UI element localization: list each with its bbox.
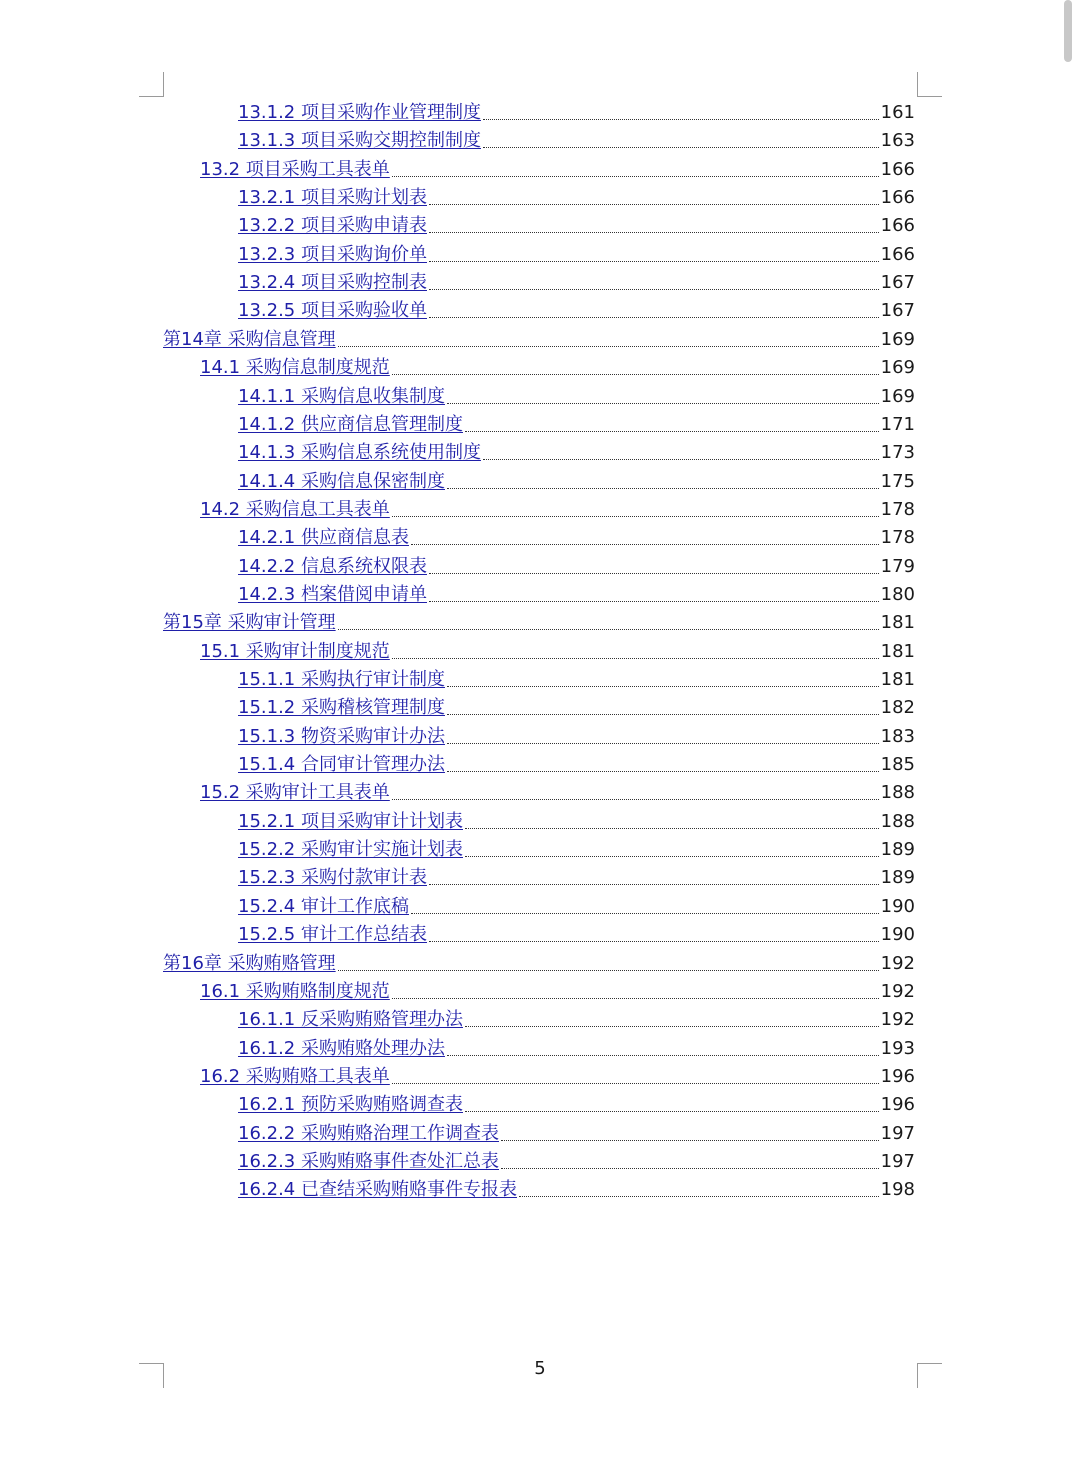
toc-entry-link[interactable]: 16.2.1 预防采购贿赂调查表: [238, 1094, 463, 1116]
toc-entry[interactable]: [238, 465, 915, 493]
dot-leader: [392, 1082, 879, 1084]
toc-page-number: 190: [880, 895, 915, 917]
toc-entry-link[interactable]: 13.1.3 项目采购交期控制制度: [238, 130, 481, 152]
toc-page-number: 192: [880, 1009, 915, 1031]
toc-entry[interactable]: [238, 1088, 915, 1116]
toc-entry-link[interactable]: 16.1 采购贿赂制度规范: [200, 980, 390, 1002]
dot-leader: [338, 345, 879, 347]
toc-page-number: 161: [880, 102, 915, 123]
toc-page-number: 192: [880, 980, 915, 1002]
page-number: 5: [534, 1358, 546, 1379]
dot-leader: [429, 260, 879, 262]
toc-entry-link[interactable]: 13.2.5 项目采购验收单: [238, 300, 427, 322]
toc-page-number: 181: [880, 612, 915, 634]
toc-page-number: 163: [880, 130, 915, 152]
toc-page-number: 169: [880, 357, 915, 379]
dot-leader: [447, 1054, 879, 1056]
dot-leader: [392, 657, 879, 659]
toc-entry[interactable]: [200, 975, 915, 1003]
toc-entry-link[interactable]: 13.2.1 项目采购计划表: [238, 187, 427, 209]
toc-page-number: 185: [880, 754, 915, 776]
toc-entry-link[interactable]: 16.1.1 反采购贿赂管理办法: [238, 1009, 463, 1031]
toc-entry[interactable]: [238, 124, 915, 152]
toc-page-number: 175: [880, 470, 915, 492]
crop-mark-top-right: [917, 72, 942, 97]
dot-leader: [483, 458, 879, 460]
toc-entry[interactable]: [238, 805, 915, 833]
toc-page-number: 173: [880, 442, 915, 464]
toc-entry[interactable]: [238, 1032, 915, 1060]
toc-entry-link[interactable]: 16.2 采购贿赂工具表单: [200, 1065, 390, 1087]
toc-page-number: 181: [880, 669, 915, 690]
toc-entry[interactable]: [238, 238, 915, 266]
toc-page-number: 189: [880, 867, 915, 889]
toc-entry[interactable]: [238, 578, 915, 606]
toc-entry[interactable]: [163, 606, 915, 634]
dot-leader: [465, 855, 879, 857]
dot-leader: [483, 118, 879, 120]
toc-page-number: 192: [880, 952, 915, 974]
toc-entry[interactable]: [238, 521, 915, 549]
toc-entry[interactable]: [238, 918, 915, 946]
toc-entry[interactable]: [238, 720, 915, 748]
toc-entry-link[interactable]: 16.2.2 采购贿赂治理工作调查表: [238, 1122, 499, 1144]
toc-entry[interactable]: [200, 351, 915, 379]
dot-leader: [429, 572, 879, 574]
toc-entry-link[interactable]: 15.2 采购审计工具表单: [200, 782, 390, 804]
dot-leader: [501, 1167, 879, 1169]
dot-leader: [392, 373, 879, 375]
dot-leader: [447, 487, 879, 489]
toc-page-number: 166: [880, 158, 915, 180]
toc-page-number: 171: [880, 413, 915, 435]
toc-entry[interactable]: [238, 1117, 915, 1145]
toc-page-number: 190: [880, 924, 915, 946]
dot-leader: [501, 1139, 879, 1141]
dot-leader: [392, 997, 879, 999]
toc-entry-link[interactable]: 16.2.3 采购贿赂事件查处汇总表: [238, 1150, 499, 1172]
toc-page-number: 183: [880, 725, 915, 747]
dot-leader: [429, 600, 879, 602]
toc-entry[interactable]: [238, 436, 915, 464]
toc-page-number: 167: [880, 272, 915, 294]
toc-entry-link[interactable]: 第15章 采购审计管理: [163, 612, 336, 634]
dot-leader: [429, 316, 879, 318]
toc-entry-link[interactable]: 14.1.1 采购信息收集制度: [238, 385, 445, 407]
dot-leader: [447, 402, 879, 404]
toc-entry-link[interactable]: 第16章 采购贿赂管理: [163, 952, 336, 974]
toc-entry[interactable]: [238, 663, 915, 691]
toc-entry-link[interactable]: 14.1.2 供应商信息管理制度: [238, 413, 463, 435]
toc-entry-link[interactable]: 第14章 采购信息管理: [163, 328, 336, 350]
toc-page-number: 197: [880, 1122, 915, 1144]
toc-entry-link[interactable]: 13.2 项目采购工具表单: [200, 158, 390, 180]
dot-leader: [429, 883, 879, 885]
toc-entry[interactable]: [200, 1060, 915, 1088]
toc-entry-link[interactable]: 15.1.2 采购稽核管理制度: [238, 697, 445, 719]
toc-entry-link[interactable]: 15.2.1 项目采购审计计划表: [238, 810, 463, 832]
dot-leader: [392, 798, 879, 800]
toc-entry[interactable]: [238, 96, 915, 124]
dot-leader: [429, 203, 879, 205]
toc-page-number: 178: [880, 498, 915, 520]
toc-page-number: 197: [880, 1150, 915, 1172]
dot-leader: [447, 742, 879, 744]
dot-leader: [392, 515, 879, 517]
toc-entry-link[interactable]: 15.1.4 合同审计管理办法: [238, 754, 445, 776]
toc-page-number: 167: [880, 300, 915, 322]
toc-page-number: 166: [880, 215, 915, 237]
dot-leader: [465, 1110, 879, 1112]
toc-page-number: 189: [880, 839, 915, 861]
toc-page-number: 182: [880, 697, 915, 719]
toc-entry[interactable]: [238, 408, 915, 436]
toc-entry-link[interactable]: 15.1 采购审计制度规范: [200, 640, 390, 662]
dot-leader: [465, 827, 879, 829]
toc-page-number: 178: [880, 527, 915, 549]
toc-page-number: 166: [880, 187, 915, 209]
toc-page-number: 179: [880, 555, 915, 577]
dot-leader: [429, 288, 879, 290]
toc-entry-link[interactable]: 14.2.1 供应商信息表: [238, 527, 409, 549]
toc-entry[interactable]: [238, 550, 915, 578]
toc-entry-link[interactable]: 15.2.3 采购付款审计表: [238, 867, 427, 889]
dot-leader: [519, 1195, 879, 1197]
toc-page-number: 181: [880, 640, 915, 662]
toc-page-number: 180: [880, 583, 915, 605]
dot-leader: [411, 543, 879, 545]
toc-entry-link[interactable]: 14.1.4 采购信息保密制度: [238, 470, 445, 492]
toc-entry[interactable]: [238, 181, 915, 209]
toc-page-number: 188: [880, 810, 915, 832]
toc-page-number: 193: [880, 1037, 915, 1059]
toc-entry-link[interactable]: 15.2.4 审计工作底稿: [238, 895, 409, 917]
toc-entry[interactable]: [200, 493, 915, 521]
toc-entry[interactable]: [200, 153, 915, 181]
toc-entry[interactable]: [238, 294, 915, 322]
toc-page-number: 198: [880, 1179, 915, 1201]
dot-leader: [429, 940, 879, 942]
dot-leader: [465, 430, 879, 432]
toc-entry-link[interactable]: 15.1.1 采购执行审计制度: [238, 669, 445, 690]
toc-entry[interactable]: [238, 380, 915, 408]
toc-entry[interactable]: [163, 947, 915, 975]
toc-page-number: 196: [880, 1065, 915, 1087]
dot-leader: [429, 231, 879, 233]
toc-page-number: 169: [880, 328, 915, 350]
dot-leader: [483, 146, 879, 148]
toc-entry-link[interactable]: 15.2.5 审计工作总结表: [238, 924, 427, 946]
toc-entry[interactable]: [200, 776, 915, 804]
toc-entry[interactable]: [238, 1145, 915, 1173]
toc-entry-link[interactable]: 13.2.3 项目采购询价单: [238, 243, 427, 265]
toc-entry-link[interactable]: 14.2 采购信息工具表单: [200, 498, 390, 520]
toc-page-number: 188: [880, 782, 915, 804]
toc-page-number: 166: [880, 243, 915, 265]
toc-entry-link[interactable]: 14.1.3 采购信息系统使用制度: [238, 442, 481, 464]
dot-leader: [447, 685, 879, 687]
toc-entry[interactable]: [238, 209, 915, 237]
toc-entry[interactable]: [238, 1173, 915, 1201]
toc-entry-link[interactable]: 14.1 采购信息制度规范: [200, 357, 390, 379]
toc-entry[interactable]: [238, 890, 915, 918]
toc-entry-link[interactable]: 13.1.2 项目采购作业管理制度: [238, 102, 481, 123]
toc-entry-link[interactable]: 13.2.4 项目采购控制表: [238, 272, 427, 294]
toc-entry[interactable]: [238, 266, 915, 294]
dot-leader: [392, 175, 879, 177]
toc-entry[interactable]: [238, 691, 915, 719]
toc-page-number: 196: [880, 1094, 915, 1116]
toc-entry[interactable]: [238, 1003, 915, 1031]
toc-entry-link[interactable]: 16.1.2 采购贿赂处理办法: [238, 1037, 445, 1059]
toc-entry[interactable]: [238, 748, 915, 776]
toc-entry-link[interactable]: 14.2.2 信息系统权限表: [238, 555, 427, 577]
toc-entry[interactable]: [238, 833, 915, 861]
crop-mark-top-left: [139, 72, 164, 97]
toc-entry[interactable]: [200, 635, 915, 663]
toc-entry-link[interactable]: 16.2.4 已查结采购贿赂事件专报表: [238, 1179, 517, 1201]
toc-entry[interactable]: [238, 861, 915, 889]
dot-leader: [338, 628, 879, 630]
toc-entry-link[interactable]: 14.2.3 档案借阅申请单: [238, 583, 427, 605]
dot-leader: [447, 713, 879, 715]
toc-entry-link[interactable]: 13.2.2 项目采购申请表: [238, 215, 427, 237]
toc-entry[interactable]: [163, 323, 915, 351]
toc-page-number: 169: [880, 385, 915, 407]
scrollbar-thumb[interactable]: [1064, 0, 1072, 62]
toc-entry-link[interactable]: 15.2.2 采购审计实施计划表: [238, 839, 463, 861]
dot-leader: [338, 969, 879, 971]
toc-entry-link[interactable]: 15.1.3 物资采购审计办法: [238, 725, 445, 747]
dot-leader: [465, 1025, 879, 1027]
dot-leader: [447, 770, 879, 772]
dot-leader: [411, 912, 879, 914]
